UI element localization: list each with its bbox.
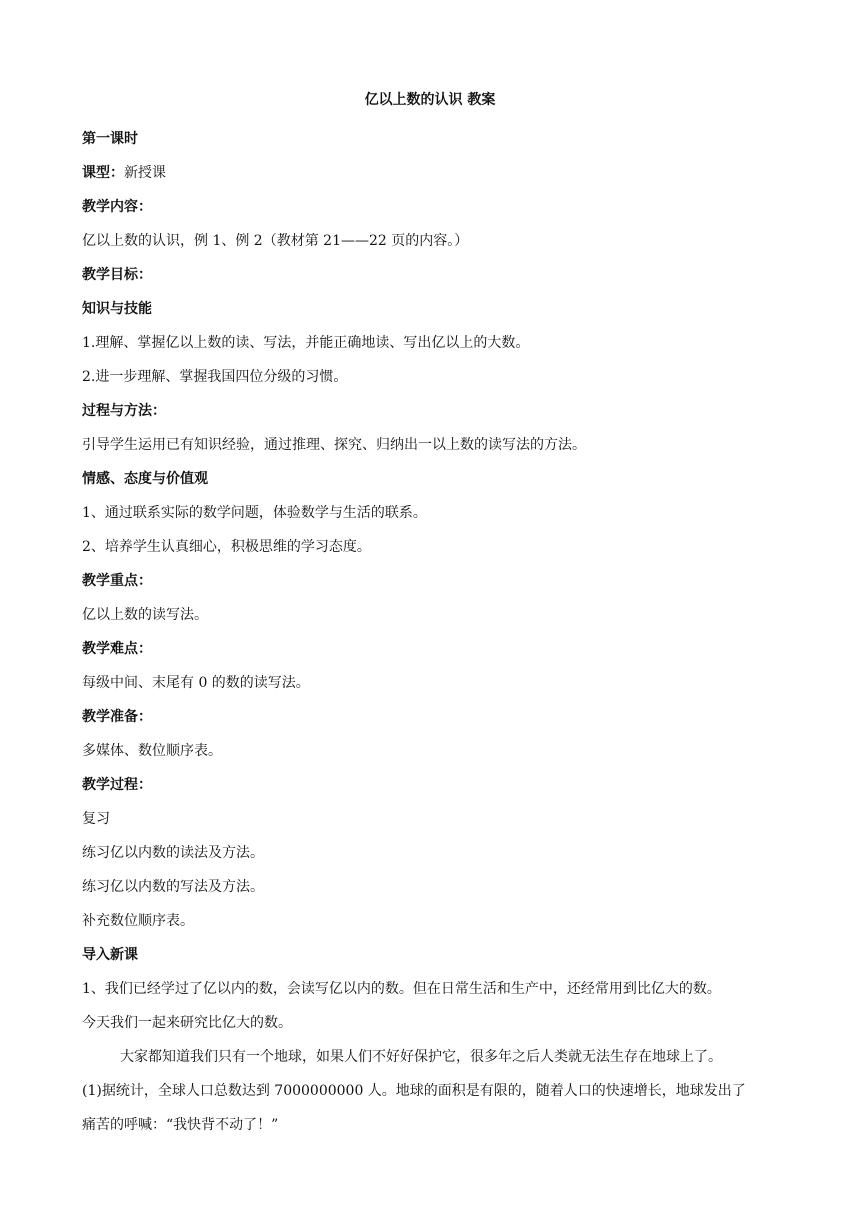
prep-heading: 教学准备： <box>82 709 152 725</box>
procedure-heading: 教学过程： <box>82 777 152 793</box>
emotion-heading: 情感、态度与价值观 <box>82 471 208 487</box>
review-item: 练习亿以内数的写法及方法。 <box>82 879 264 895</box>
emotion-item: 1、通过联系实际的数学问题，体验数学与生活的联系。 <box>82 505 427 521</box>
intro-line: 今天我们一起来研究比亿大的数。 <box>82 1015 292 1031</box>
document-title: 亿以上数的认识 教案 <box>364 92 496 108</box>
content-heading: 教学内容： <box>82 199 152 215</box>
knowledge-item: 1.理解、掌握亿以上数的读、写法，并能正确地读、写出亿以上的大数。 <box>82 335 530 351</box>
stat-line: (1)据统计，全球人口总数达到 7000000000 人。地球的面积是有限的，随着人口的快速增长，地球发出了 <box>82 1083 746 1099</box>
review-item: 补充数位顺序表。 <box>82 913 194 929</box>
goals-heading: 教学目标： <box>82 267 152 283</box>
stat-line: 痛苦的呼喊：“我快背不动了！” <box>82 1117 279 1133</box>
intro-heading: 导入新课 <box>82 947 138 963</box>
lesson-heading: 第一课时 <box>82 131 138 147</box>
content-text: 亿以上数的认识，例 1、例 2（教材第 21——22 页的内容。） <box>82 233 469 249</box>
difficulty-text: 每级中间、末尾有 0 的数的读写法。 <box>82 675 310 691</box>
process-text: 引导学生运用已有知识经验，通过推理、探究、归纳出一以上数的读写法的方法。 <box>82 437 586 453</box>
lesson-type <box>82 156 782 190</box>
difficulty-heading: 教学难点： <box>82 641 152 657</box>
lesson-type-value: 新授课 <box>124 165 166 181</box>
review-item: 练习亿以内数的读法及方法。 <box>82 845 264 861</box>
prep-text: 多媒体、数位顺序表。 <box>82 743 222 759</box>
knowledge-heading: 知识与技能 <box>82 301 152 317</box>
document-body <box>82 122 782 1142</box>
intro-line: 1、我们已经学过了亿以内的数，会读写亿以内的数。但在日常生活和生产中，还经常用到比亿大的数。 <box>82 981 721 997</box>
emotion-item: 2、培养学生认真细心，积极思维的学习态度。 <box>82 539 371 555</box>
lesson-type-label: 课型： <box>82 165 124 181</box>
knowledge-item: 2.进一步理解、掌握我国四位分级的习惯。 <box>82 369 348 385</box>
key-heading: 教学重点： <box>82 573 152 589</box>
review-item: 复习 <box>82 811 110 827</box>
earth-line: 大家都知道我们只有一个地球，如果人们不好好保护它，很多年之后人类就无法生存在地球上了。 <box>120 1049 722 1065</box>
key-text: 亿以上数的读写法。 <box>82 607 208 623</box>
process-heading: 过程与方法： <box>82 403 166 419</box>
